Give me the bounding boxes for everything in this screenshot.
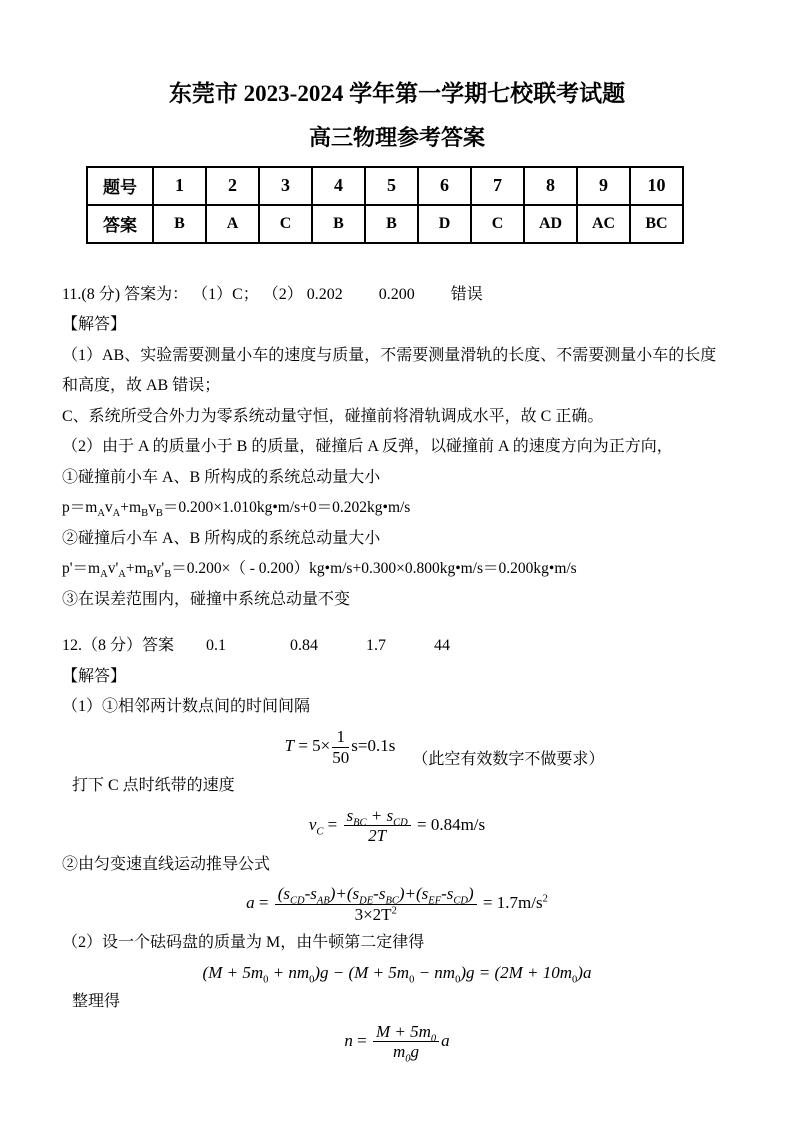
eq-var: s	[346, 805, 354, 825]
eq-sub: B	[141, 508, 149, 520]
question-number-cell: 8	[524, 167, 577, 205]
eq-var: + s	[366, 805, 394, 825]
answer-cell: B	[365, 205, 418, 243]
answer-row	[87, 205, 683, 243]
formula-n-result	[62, 1021, 732, 1065]
eq-text: =	[254, 893, 273, 913]
q11-explanation-line: C、系统所受合外力为零系统动量守恒，碰撞前将滑轨调成水平，故 C 正确。	[62, 407, 604, 425]
answer-cell: C	[259, 205, 312, 243]
eq-sub: A	[112, 508, 121, 520]
q12-explanation-line: ②由匀变速直线运动推导公式	[62, 855, 271, 873]
question-number-cell: 1	[153, 167, 206, 205]
eq-sub: A	[97, 508, 105, 520]
eq-text: ＝0.200×（ - 0.200）kg•m/s+0.300×0.800kg•m/s＝0.200kg•m/s	[171, 560, 577, 578]
question-number-cell: 10	[630, 167, 683, 205]
eq-sub: 0	[409, 974, 415, 986]
eq-var: a	[246, 893, 255, 913]
answer-cell: BC	[630, 205, 683, 243]
eq-var: m	[393, 1042, 406, 1062]
answer-cell: B	[312, 205, 365, 243]
q11-answer-summary: 11.(8 分) 答案为： （1）C； （2） 0.202 0.200 错误	[62, 285, 483, 303]
row-header-question-number: 题号	[87, 167, 153, 205]
answer-cell: C	[471, 205, 524, 243]
eq-text: +m	[125, 560, 147, 578]
fraction-numerator	[373, 1022, 439, 1043]
eq-sub: 0	[263, 974, 269, 986]
eq-var: -s	[373, 884, 386, 904]
eq-text: v'	[107, 560, 119, 578]
q11-momentum-after-equation	[62, 554, 732, 585]
question-number-cell: 2	[206, 167, 259, 205]
eq-text: = 1.7m/s	[478, 893, 543, 913]
row-header-answer: 答案	[87, 205, 153, 243]
fraction	[342, 806, 413, 846]
formula-velocity-c	[62, 806, 732, 846]
fraction-denominator	[373, 1042, 439, 1065]
eq-var: )g = (2M + 10m	[460, 962, 573, 982]
formula-acceleration	[62, 884, 732, 924]
eq-var: (s	[277, 884, 291, 904]
eq-var: )a	[577, 962, 592, 982]
q12-explanation-label: 【解答】	[62, 667, 127, 685]
eq-sub: B	[146, 569, 154, 581]
eq-var: n	[344, 1030, 353, 1050]
eq-sub: C	[316, 825, 324, 837]
q11-explanation-line: （1）AB、实验需要测量小车的速度与质量，不需要测量滑轨的长度、不需要测量小车的长度	[62, 346, 717, 364]
eq-var: )	[468, 884, 474, 904]
eq-sub: 0	[405, 1053, 411, 1065]
formula-newton-second-law	[62, 962, 732, 986]
fraction-denominator: 50	[332, 747, 350, 767]
eq-sub: CD	[393, 816, 408, 828]
eq-sub: EF	[428, 895, 442, 907]
fraction-numerator	[344, 806, 411, 827]
answer-key-title: 高三物理参考答案	[308, 124, 485, 150]
eq-var: g	[410, 1042, 420, 1062]
eq-text: =	[352, 1030, 371, 1050]
eq-var: (M + 5m	[202, 962, 264, 982]
eq-sub: AB	[316, 895, 330, 907]
eq-sup: 2	[391, 905, 397, 917]
question-number-cell: 6	[418, 167, 471, 205]
eq-sub: A	[100, 569, 108, 581]
eq-sub: BC	[353, 816, 367, 828]
fraction-numerator	[275, 884, 477, 905]
q11-momentum-before-equation	[62, 493, 732, 524]
q11-explanation-line: ②碰撞后小车 A、B 所构成的系统总动量大小	[62, 529, 381, 547]
eq-text: s=0.1s	[351, 735, 396, 755]
eq-sub: CD	[290, 895, 305, 907]
eq-text: +m	[120, 499, 142, 517]
eq-sub: BC	[385, 895, 399, 907]
eq-var: )g − (M + 5m	[314, 962, 410, 982]
q11-explanation-line: ①碰撞前小车 A、B 所构成的系统总动量大小	[62, 468, 381, 486]
eq-text: v	[104, 499, 113, 517]
question-number-cell: 7	[471, 167, 524, 205]
q12-answer-summary: 12.（8 分）答案 0.1 0.84 1.7 44	[62, 637, 451, 655]
q11-explanation-line: （2）由于 A 的质量小于 B 的质量，碰撞后 A 反弹，以碰撞前 A 的速度方向为正方向，	[62, 438, 673, 456]
formula-note: （此空有效数字不做要求）	[412, 750, 605, 768]
answer-cell: AD	[524, 205, 577, 243]
eq-text: = 5×	[294, 735, 331, 755]
question-number-cell: 9	[577, 167, 630, 205]
question-11-section	[62, 280, 732, 616]
eq-text: =	[323, 814, 342, 834]
eq-text: ＝0.200×1.010kg•m/s+0＝0.202kg•m/s	[162, 499, 411, 517]
eq-var: M + 5m	[375, 1021, 431, 1041]
eq-var: )+(s	[329, 884, 360, 904]
eq-sub: A	[118, 569, 126, 581]
fraction	[330, 727, 351, 767]
eq-sub: 0	[455, 974, 461, 986]
q12-explanation-line: 整理得	[72, 993, 121, 1011]
eq-var: − nm	[414, 962, 456, 982]
eq-var: T	[284, 735, 295, 755]
eq-text: v'	[153, 560, 165, 578]
eq-sub: B	[164, 569, 172, 581]
q11-explanation-line: 和高度，故 AB 错误；	[62, 377, 221, 395]
eq-sub: DE	[359, 895, 374, 907]
eq-var: -s	[441, 884, 454, 904]
eq-text: 3×2T	[354, 904, 392, 924]
eq-var: + nm	[268, 962, 310, 982]
eq-var: )+(s	[398, 884, 429, 904]
fraction-denominator: 2T	[368, 826, 387, 846]
q12-explanation-line: （1）①相邻两计数点间的时间间隔	[62, 698, 311, 716]
q12-explanation-line: 打下 C 点时纸带的速度	[72, 777, 235, 795]
answer-cell: AC	[577, 205, 630, 243]
eq-sub: 0	[309, 974, 315, 986]
answer-cell: A	[206, 205, 259, 243]
fraction	[273, 884, 479, 924]
eq-sub: 0	[572, 974, 578, 986]
eq-text: v	[148, 499, 156, 517]
eq-text: p'＝m	[62, 560, 101, 578]
answer-cell: D	[418, 205, 471, 243]
fraction	[371, 1021, 441, 1065]
question-number-row	[87, 167, 683, 205]
q11-explanation-label: 【解答】	[62, 316, 127, 334]
question-number-cell: 3	[259, 167, 312, 205]
eq-text: = 0.84m/s	[412, 814, 486, 834]
formula-time-interval	[157, 727, 732, 767]
eq-sub: 0	[430, 1033, 437, 1045]
eq-var: -s	[304, 884, 317, 904]
fraction-numerator: 1	[332, 727, 349, 748]
question-number-cell: 5	[365, 167, 418, 205]
eq-var: a	[441, 1030, 450, 1050]
question-12-section	[62, 631, 732, 1065]
answer-table	[86, 166, 684, 244]
exam-title: 东莞市 2023-2024 学年第一学期七校联考试题	[168, 81, 626, 106]
eq-sup: 2	[542, 893, 548, 905]
eq-text: p＝m	[62, 499, 98, 517]
question-number-cell: 4	[312, 167, 365, 205]
answer-cell: B	[153, 205, 206, 243]
q12-explanation-line: （2）设一个砝码盘的质量为 M，由牛顿第二定律得	[62, 934, 425, 952]
eq-sub: CD	[453, 895, 468, 907]
eq-var: v	[308, 814, 317, 834]
eq-sub: B	[155, 508, 163, 520]
fraction-denominator	[275, 905, 477, 925]
q11-conclusion-line: ③在误差范围内，碰撞中系统总动量不变	[62, 590, 351, 608]
